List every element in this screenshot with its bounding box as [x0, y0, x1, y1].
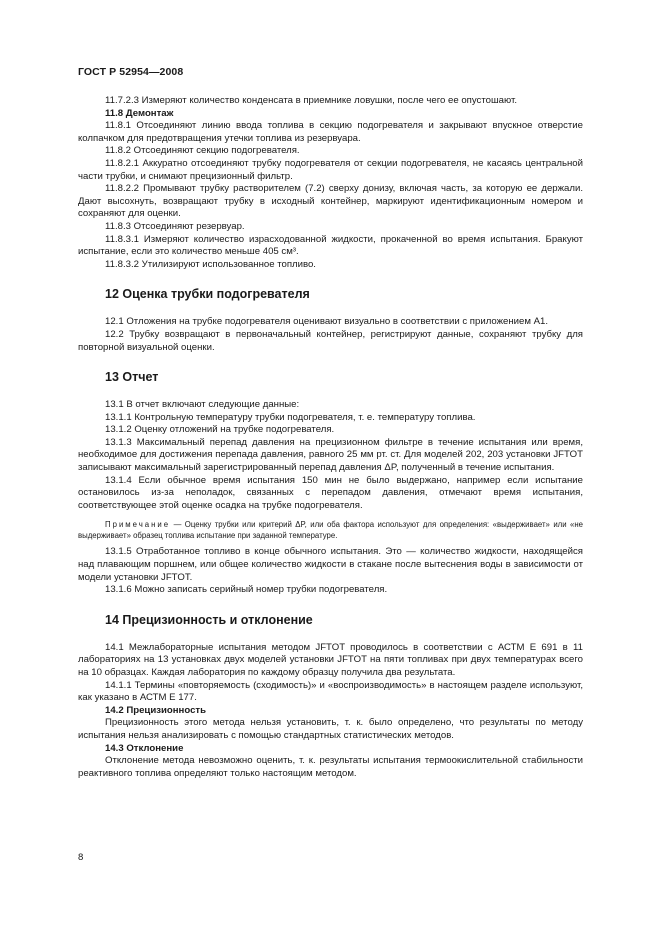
paragraph-13-1-4: 13.1.4 Если обычное время испытания 150 мин не было выдержано, например если испытание остановилось из-за неполадок, связанных с перепадом давления, отмечают время испытания, соответствующее этой оценке осадка на трубке подогревателя. — [78, 474, 583, 511]
section-heading-14: 14 Прецизионность и отклонение — [105, 612, 313, 627]
paragraph-11-8-1: 11.8.1 Отсоединяют линию ввода топлива в секцию подогревателя и закрывают впускное отверстие колпачком для предотвращения утечки топлива из резервуара. — [78, 120, 583, 144]
paragraph-11-8-3-1: 11.8.3.1 Измеряют количество израсходованной жидкости, прокаченной во время испытания. Бракуют испытание, если это количество меньше 405 см³. — [78, 233, 583, 258]
section-heading-13: 13 Отчет — [105, 370, 159, 385]
note-paragraph — [78, 519, 583, 541]
paragraph-14-2-body: Прецизионность этого метода нельзя установить, т. к. было определено, что результаты по методу испытания нельзя анализировать с помощью стандартных статистических методов. — [78, 717, 583, 741]
paragraph-13-1-3: 13.1.3 Максимальный перепад давления на прецизионном фильтре в течение испытания или время, необходимое для достижения перепада давления, равного 25 мм рт. ст. Для моделей 202, 203 установки JFTOT записывают максимальный зарегистрированный перепад давления ΔP, полученный в течение испытания. — [78, 436, 583, 474]
paragraph-14-1: 14.1 Межлабораторные испытания методом JFTOT проводилось в соответствии с АСТМ Е 691 в 11 лабораториях на 13 установках двух моделей установки JFTOT на пяти топливах при двух температурах всего на 10 образцах. Каждая лаборатория по каждому образцу получила два результата. — [78, 641, 583, 678]
section-heading-12: 12 Оценка трубки подогревателя — [105, 287, 310, 302]
paragraph-14-3-body: Отклонение метода невозможно оценить, т. к. результаты испытания термоокислительной стабильности реактивного топлива определяют только настоящим методом. — [78, 755, 583, 779]
paragraph-13-1-1: 13.1.1 Контрольную температуру трубки подогревателя, т. е. температуру топлива. — [105, 411, 476, 423]
paragraph-14-1-1: 14.1.1 Термины «повторяемость (сходимость)» и «воспроизводимость» в настоящем разделе используют, как указано в АСТМ Е 177. — [78, 679, 583, 704]
page-number: 8 — [78, 852, 84, 863]
paragraph-11-8-3: 11.8.3 Отсоединяют резервуар. — [105, 220, 245, 232]
note-text: — Оценку трубки или критерий ΔP, или оба фактора используют для определения: «выдерживает» или «не выдерживает» образец топлива испытание при заданной температуре. — [78, 520, 583, 541]
paragraph-11-8-3-2: 11.8.3.2 Утилизируют использованное топливо. — [105, 258, 316, 270]
subsection-heading-11-8: 11.8 Демонтаж — [105, 107, 174, 119]
paragraph-13-1-2: 13.1.2 Оценку отложений на трубке подогревателя. — [105, 424, 335, 436]
paragraph-13-1-5: 13.1.5 Отработанное топливо в конце обычного испытания. Это — количество жидкости, находящейся над плавающим поршнем, или общее количество жидкости в стакане после вытеснения воды в зависимости от модели установки JFTOT. — [78, 546, 583, 583]
paragraph-11-7-2-3: 11.7.2.3 Измеряют количество конденсата в приемнике ловушки, после чего ее опустошают. — [105, 95, 517, 106]
paragraph-13-1: 13.1 В отчет включают следующие данные: — [105, 399, 300, 411]
document-body — [78, 95, 583, 780]
note-label: Примечание — [105, 520, 171, 530]
paragraph-11-8-2: 11.8.2 Отсоединяют секцию подогревателя. — [105, 145, 300, 157]
paragraph-13-1-6: 13.1.6 Можно записать серийный номер трубки подогревателя. — [105, 584, 388, 596]
paragraph-12-1: 12.1 Отложения на трубке подогревателя оценивают визуально в соответствии с приложением А1. — [105, 316, 549, 328]
paragraph-11-8-2-2: 11.8.2.2 Промывают трубку растворителем (7.2) сверху донизу, включая часть, за которую ее держали. Дают высохнуть, возвращают трубку в исходный контейнер, маркируют идентификационным номером и сохраняют для оценки. — [78, 183, 583, 220]
subsection-heading-14-3: 14.3 Отклонение — [105, 742, 184, 754]
subsection-heading-14-2: 14.2 Прецизионность — [105, 704, 207, 716]
paragraph-11-8-2-1: 11.8.2.1 Аккуратно отсоединяют трубку подогревателя от секции подогревателя, не касаясь центральной части трубки, и снимают прецизионный фильтр. — [78, 157, 583, 182]
document-code-header: ГОСТ Р 52954—2008 — [78, 66, 184, 78]
paragraph-12-2: 12.2 Трубку возвращают в первоначальный контейнер, регистрируют данные, сохраняют трубку для повторной визуальной оценки. — [78, 328, 583, 353]
